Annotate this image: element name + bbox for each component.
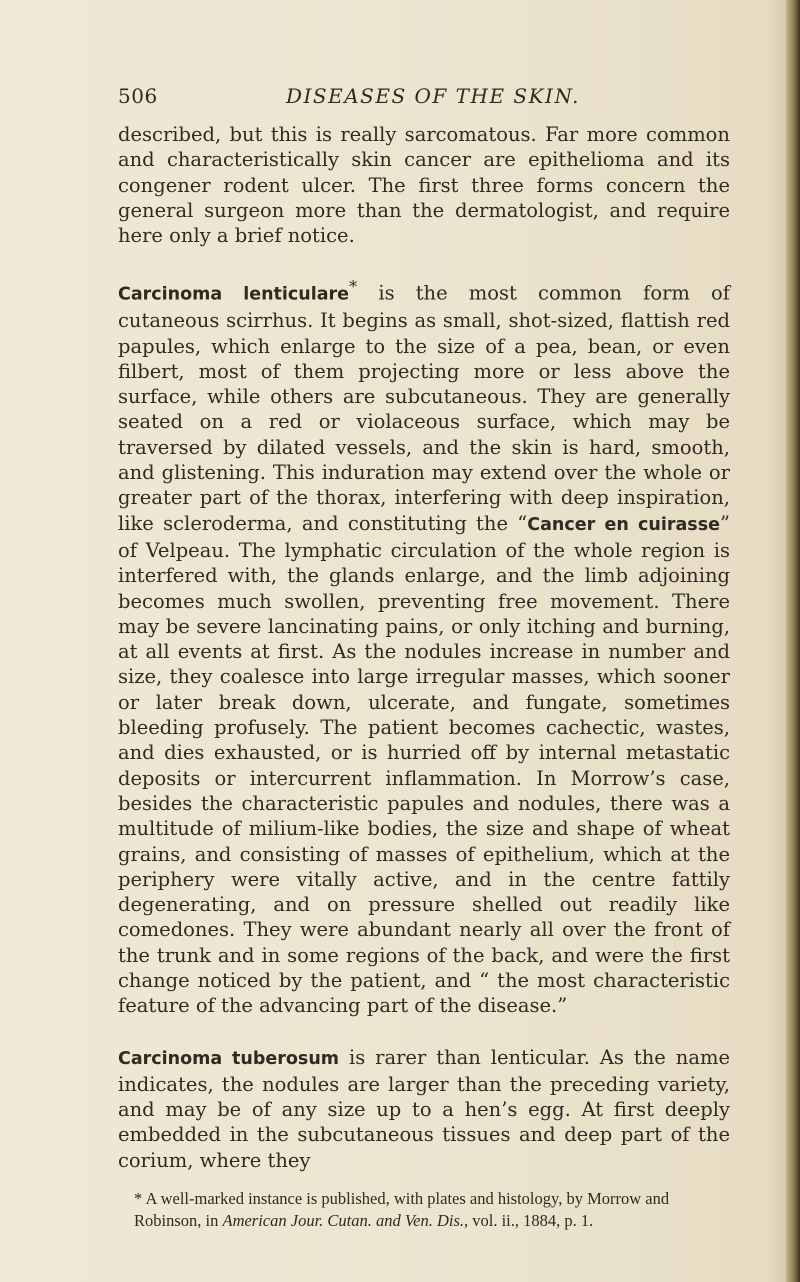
footnote: [118, 1188, 730, 1232]
term-cancer-en-cuirasse: Cancer en cuirasse: [527, 514, 721, 535]
body-text: [118, 122, 730, 1173]
paragraph-carcinoma-lenticulare: [118, 274, 730, 1018]
paragraph-lenticulare-text-a: is the most common form of cutaneous scirrhus. It begins as small, shot-sized, flattish red papules, which enlarge to the size of a pea, bean, or even filbert, most of them projecting more or less above the surface, while others are subcutaneous. They are generally seated on a red or violaceous surface, which may be traversed by dilated vessels, and the skin is hard, smooth, and glistening. This induration may extend over the whole or greater part of the thorax, interfering with deep inspiration, like scleroderma, and constituting the “: [118, 281, 730, 535]
footnote-text-b: , vol. ii., 1884, p. 1.: [464, 1211, 594, 1230]
paragraph-intro: [118, 122, 730, 248]
page-header: [118, 84, 728, 114]
footnote-citation: American Jour. Cutan. and Ven. Dis.: [222, 1211, 465, 1230]
paragraph-intro-text: described, but this is really sarcomatous. Far more common and characteristically skin cancer are epithelioma and its congener rodent ulcer. The first three forms concern the general surgeon more than the dermatologist, and require here only a brief notice.: [118, 123, 730, 248]
page-number: 506: [118, 84, 158, 108]
running-head: DISEASES OF THE SKIN.: [286, 84, 581, 108]
footnote-marker: *: [349, 277, 358, 297]
term-carcinoma-tuberosum: Carcinoma tuberosum: [118, 1048, 340, 1069]
footnote-marker-bottom: *: [134, 1189, 143, 1208]
footnote-text: [118, 1188, 730, 1232]
paragraph-tuberosum-text: is rarer than lenticular. As the name indicates, the nodules are larger than the preceding variety, and may be of any size up to a hen’s egg. At first deeply embedded in the subcutaneous tissues and deep part of the corium, where they: [118, 1045, 730, 1172]
paragraph-lenticulare-text-b: ” of Velpeau. The lymphatic circulation of the whole region is interfered with, the glands enlarge, and the limb adjoining becomes much swollen, preventing free movement. There may be severe lancinating pains, or only itching and burning, at all events at first. As the nodules increase in number and size, they coalesce into large irregular masses, which sooner or later break down, ulcerate, and fungate, sometimes bleeding profusely. The patient becomes cachectic, wastes, and dies exhausted, or is hurried off by internal metastatic deposits or intercurrent inflammation. In Morrow’s case, besides the characteristic papules and nodules, there was a multitude of milium-like bodies, the size and shape of wheat grains, and consisting of masses of epithelium, which at the periphery were vitally active, and in the centre fattily degenerating, and on pressure shelled out readily like comedones. They were abundant nearly all over the front of the trunk and in some regions of the back, and were the first change noticed by the patient, and “ the most characteristic feature of the advancing part of the disease.”: [118, 511, 730, 1018]
term-carcinoma-lenticulare: Carcinoma lenticulare: [118, 284, 350, 305]
book-binding-edge: [786, 0, 800, 1282]
footnote-text-a: A well-marked instance is published, with plates and histology, by Morrow and Robinson, in: [134, 1189, 670, 1230]
paragraph-carcinoma-tuberosum: [118, 1045, 730, 1173]
